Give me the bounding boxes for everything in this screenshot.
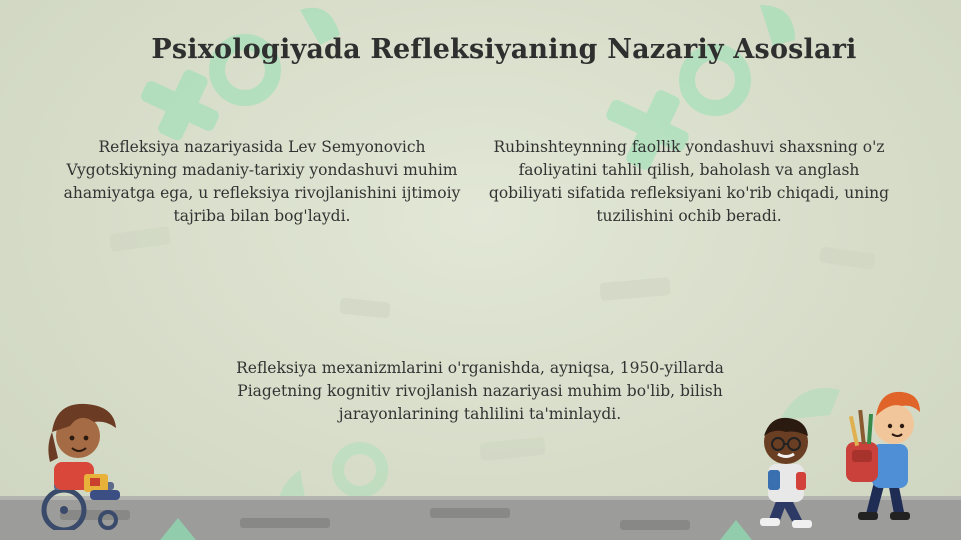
slide-title: Psixologiyada Refleksiyaning Nazariy Asoslari [151,34,857,65]
paragraph-piaget: Refleksiya mexanizmlarini o'rganishda, ayniqsa, 1950-yillarda Piagetning kognitiv rivojlanish nazariyasi muhim bo'lib, bilish jarayonlarining tahlilini ta'minlaydi. [236,359,724,423]
paragraph-rubinshtein: Rubinshteynning faollik yondashuvi shaxsning o'z faoliyatini tahlil qilish, baholash va anglash qobiliyati sifatida refleksiyani ko'rib chiqadi, uning tuzilishini ochib beradi. [488,138,890,225]
child-backpack-illustration [838,386,928,524]
child-walking-illustration [748,412,828,532]
paragraph-vygotsky: Refleksiya nazariyasida Lev Semyonovich Vygotskiyning madaniy-tarixiy yondashuvi muhim ahamiyatga ega, u refleksiya rivojlanishini ijtimoiy tajriba bilan bog'laydi. [63,138,461,225]
child-wheelchair-illustration [30,398,140,530]
